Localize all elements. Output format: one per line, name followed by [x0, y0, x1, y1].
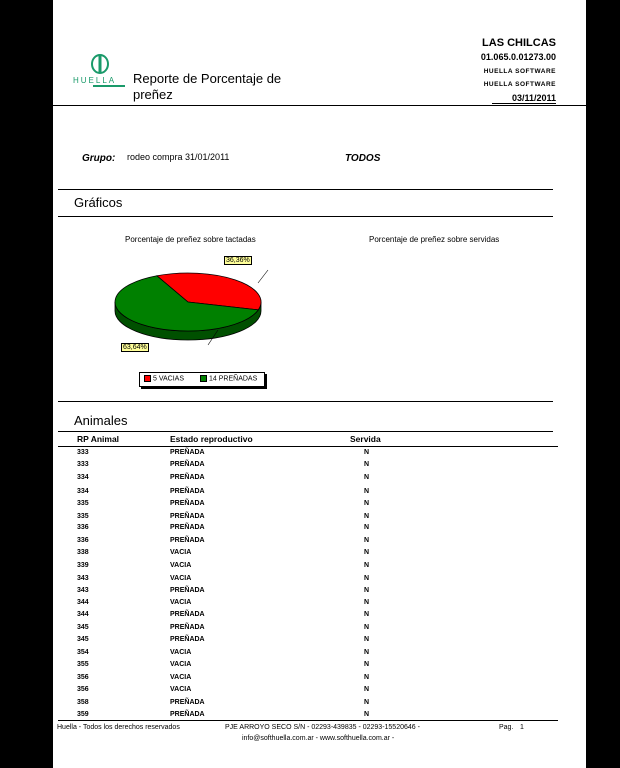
software-line: HUELLA SOFTWARE	[483, 81, 556, 88]
cell-estado: PREÑADA	[170, 587, 205, 594]
cell-rp: 334	[77, 488, 89, 495]
legend-label: PREÑADAS	[218, 375, 258, 383]
cell-servida: N	[364, 449, 370, 456]
table-row	[53, 500, 586, 512]
cell-servida: N	[364, 587, 370, 594]
cell-rp: 358	[77, 699, 89, 706]
pie-data-label: 63,64%	[123, 344, 147, 351]
cell-servida: N	[364, 549, 370, 556]
divider	[58, 216, 553, 217]
cell-rp: 345	[77, 636, 89, 643]
cell-servida: N	[364, 575, 370, 582]
section-title-graficos: Gráficos	[74, 195, 123, 210]
cell-estado: VACIA	[170, 649, 192, 656]
cell-estado: VACIA	[170, 686, 192, 693]
huella-logo	[63, 52, 143, 92]
footer-page-number: 1	[520, 724, 524, 731]
company-code: 01.065.0.01273.00	[480, 52, 556, 62]
cell-servida: N	[364, 611, 370, 618]
cell-rp: 333	[77, 449, 89, 456]
cell-servida: N	[364, 711, 370, 718]
footer-divider	[58, 720, 558, 721]
cell-rp: 344	[77, 611, 89, 618]
column-header-estado: Estado reproductivo	[170, 434, 253, 444]
cell-estado: PREÑADA	[170, 474, 205, 481]
logo-lettering: HUELLA	[73, 76, 117, 85]
legend-count: 5	[153, 375, 157, 383]
table-row	[53, 661, 586, 673]
column-header-rp: RP Animal	[77, 434, 120, 444]
cell-estado: PREÑADA	[170, 711, 205, 718]
data-label-leader	[258, 270, 268, 283]
table-row	[53, 461, 586, 473]
cell-rp: 334	[77, 474, 89, 481]
cell-estado: VACIA	[170, 661, 192, 668]
cell-rp: 355	[77, 661, 89, 668]
cell-servida: N	[364, 599, 370, 606]
divider	[58, 431, 553, 432]
cell-servida: N	[364, 537, 370, 544]
legend-item-prenadas	[200, 375, 257, 382]
cell-estado: PREÑADA	[170, 699, 205, 706]
table-header-divider	[58, 446, 558, 447]
table-row	[53, 488, 586, 500]
cell-estado: VACIA	[170, 562, 192, 569]
cell-servida: N	[364, 686, 370, 693]
chart-title-servidas: Porcentaje de preñez sobre servidas	[369, 235, 500, 244]
legend-item-vacias	[144, 375, 184, 382]
cell-rp: 343	[77, 587, 89, 594]
pie-data-label: 36,36%	[226, 257, 250, 264]
table-row	[53, 674, 586, 686]
table-row	[53, 711, 586, 723]
cell-servida: N	[364, 524, 370, 531]
cell-estado: VACIA	[170, 549, 192, 556]
cell-rp: 338	[77, 549, 89, 556]
grupo-label: Grupo:	[82, 153, 116, 164]
chart-legend	[139, 372, 265, 387]
cell-rp: 359	[77, 711, 89, 718]
legend-label: VACIAS	[158, 375, 185, 383]
cell-servida: N	[364, 636, 370, 643]
divider	[58, 189, 553, 190]
cell-servida: N	[364, 661, 370, 668]
table-row	[53, 575, 586, 587]
cell-rp: 345	[77, 624, 89, 631]
cell-rp: 333	[77, 461, 89, 468]
cell-servida: N	[364, 699, 370, 706]
cell-estado: PREÑADA	[170, 449, 205, 456]
table-row	[53, 587, 586, 599]
table-row	[53, 562, 586, 574]
cell-estado: PREÑADA	[170, 524, 205, 531]
table-row	[53, 474, 586, 486]
table-row	[53, 524, 586, 536]
cell-estado: PREÑADA	[170, 624, 205, 631]
legend-count: 14	[209, 375, 217, 383]
cell-rp: 336	[77, 524, 89, 531]
legend-swatch	[144, 375, 151, 382]
table-row	[53, 699, 586, 711]
cell-estado: PREÑADA	[170, 611, 205, 618]
report-title: Reporte de Porcentaje de preñez	[133, 71, 282, 102]
cell-servida: N	[364, 488, 370, 495]
report-date: 03/11/2011	[492, 93, 556, 104]
chart-title-tactadas: Porcentaje de preñez sobre tactadas	[125, 235, 256, 244]
cell-estado: PREÑADA	[170, 500, 205, 507]
divider	[58, 401, 553, 402]
cell-rp: 339	[77, 562, 89, 569]
cell-estado: VACIA	[170, 575, 192, 582]
column-header-servida: Servida	[350, 434, 381, 444]
cell-estado: PREÑADA	[170, 461, 205, 468]
cell-servida: N	[364, 649, 370, 656]
table-row	[53, 449, 586, 461]
footer-rights: Huella - Todos los derechos reservados	[57, 724, 180, 731]
cell-rp: 335	[77, 500, 89, 507]
table-row	[53, 624, 586, 636]
table-row	[53, 686, 586, 698]
cell-servida: N	[364, 500, 370, 507]
legend-swatch	[200, 375, 207, 382]
scope-label: TODOS	[345, 153, 381, 164]
company-block	[481, 37, 556, 106]
grupo-value: rodeo compra 31/01/2011	[127, 152, 230, 162]
cell-estado: PREÑADA	[170, 513, 205, 520]
cell-estado: VACIA	[170, 599, 192, 606]
cell-estado: VACIA	[170, 674, 192, 681]
cell-rp: 335	[77, 513, 89, 520]
report-page	[53, 0, 586, 768]
cell-rp: 336	[77, 537, 89, 544]
cell-estado: PREÑADA	[170, 488, 205, 495]
table-row	[53, 649, 586, 661]
cell-rp: 343	[77, 575, 89, 582]
cell-rp: 356	[77, 674, 89, 681]
software-line: HUELLA SOFTWARE	[483, 68, 556, 75]
cell-estado: PREÑADA	[170, 537, 205, 544]
footer-address: PJE ARROYO SECO S/N - 02293-439835 - 02293-15520646 -	[225, 724, 420, 731]
cell-servida: N	[364, 624, 370, 631]
cell-servida: N	[364, 513, 370, 520]
table-row	[53, 611, 586, 623]
cell-servida: N	[364, 461, 370, 468]
section-title-animales: Animales	[74, 413, 128, 428]
company-name: LAS CHILCAS	[482, 37, 556, 49]
cell-servida: N	[364, 562, 370, 569]
footer-contact: info@softhuella.com.ar - www.softhuella.com.ar -	[242, 735, 395, 742]
cell-rp: 344	[77, 599, 89, 606]
table-row	[53, 537, 586, 549]
cell-rp: 354	[77, 649, 89, 656]
cell-servida: N	[364, 474, 370, 481]
cell-servida: N	[364, 674, 370, 681]
table-row	[53, 549, 586, 561]
cell-rp: 356	[77, 686, 89, 693]
table-row	[53, 599, 586, 611]
footer-page-label: Pag.	[499, 724, 514, 731]
table-row	[53, 636, 586, 648]
header-divider	[53, 105, 586, 106]
cell-estado: PREÑADA	[170, 636, 205, 643]
